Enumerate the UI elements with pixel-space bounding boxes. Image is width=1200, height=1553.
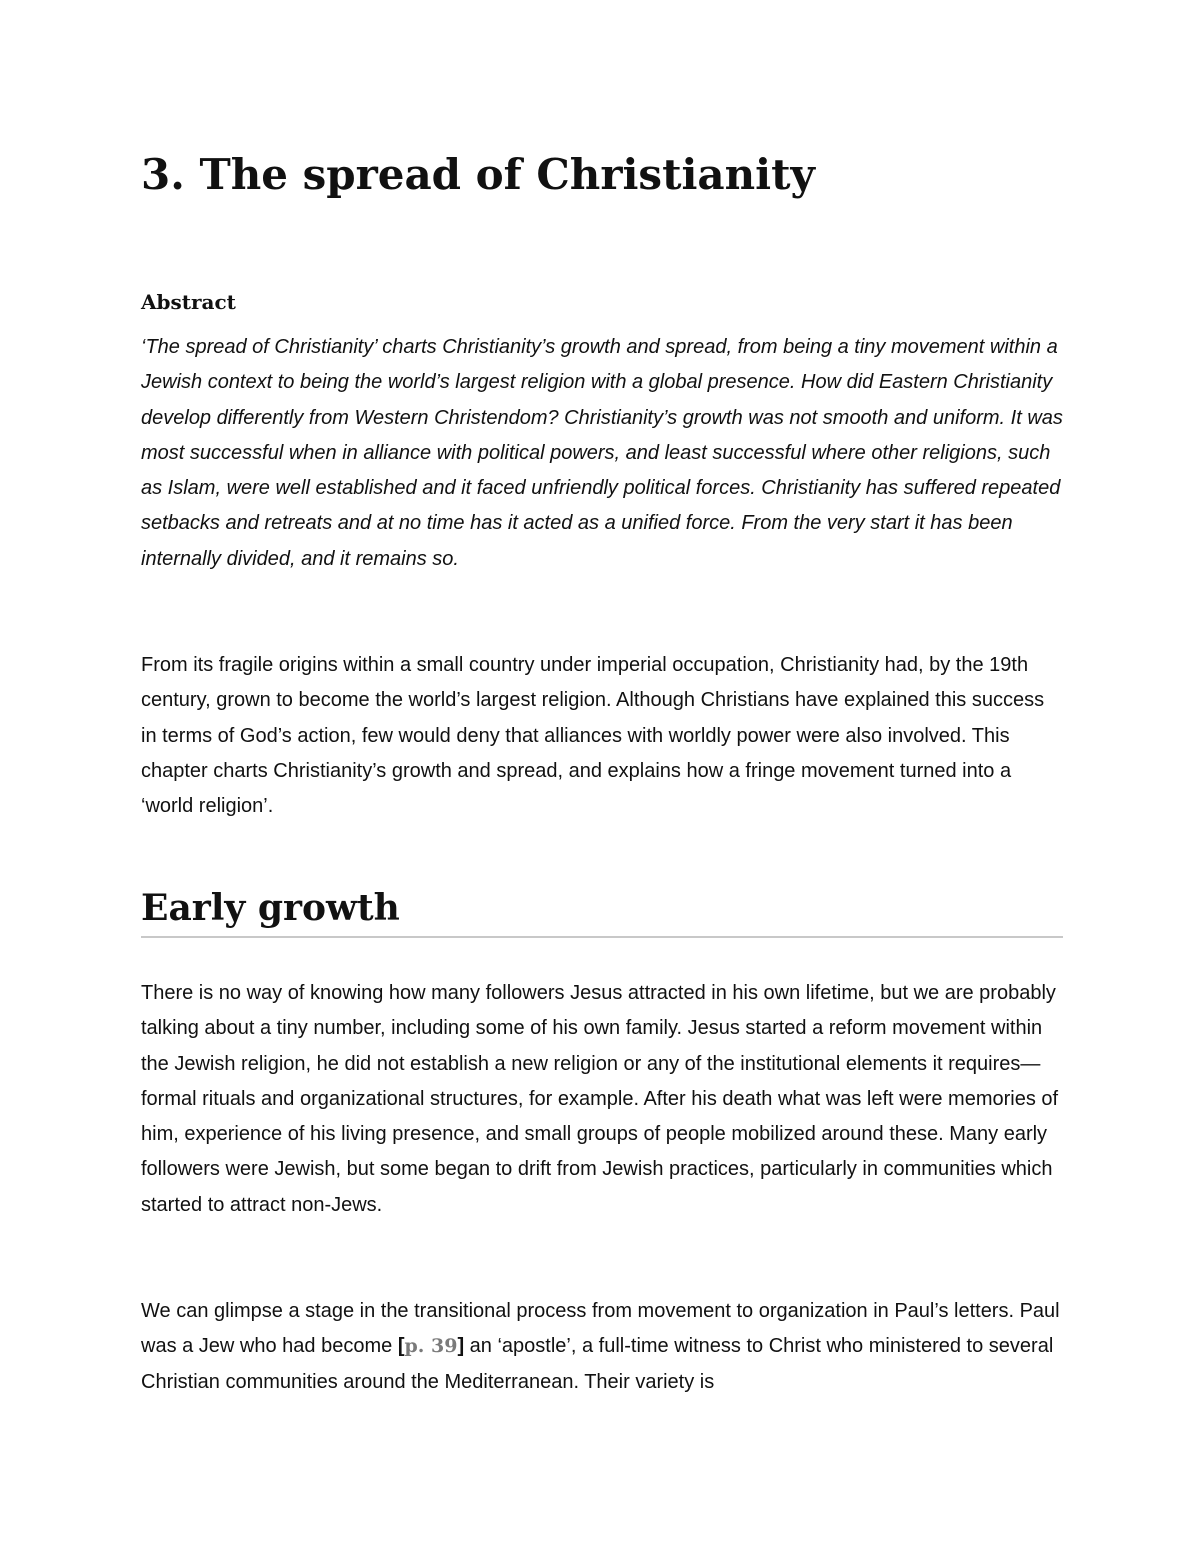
- abstract-heading: Abstract: [141, 290, 236, 314]
- section-heading: Early growth: [141, 884, 1063, 938]
- intro-paragraph: From its fragile origins within a small country under imperial occupation, Christianity had, by the 19th century, grown to become the world’s largest religion. Although Christians have explained this success in terms of God’s action, few would deny that alliances with worldly power were also involved. This chapter charts Christianity’s growth and spread, and explains how a fringe movement turned into a ‘world religion’.: [141, 654, 1045, 818]
- bracket-close: ]: [457, 1335, 465, 1358]
- paragraph-text: We can glimpse a stage in the transitional process from movement to organization in Paul’s letters. Paul was a Jew who had become: [141, 1300, 1060, 1358]
- paragraph-text: an ‘apostle’, a full-time witness to Christ who ministered to several Christian communities around the Mediterranean. Their variety is: [141, 1335, 1054, 1393]
- chapter-title: 3. The spread of Christianity: [141, 150, 815, 199]
- bracket-open: [: [397, 1335, 405, 1358]
- abstract-text: ‘The spread of Christianity’ charts Christianity’s growth and spread, from being a tiny movement within a Jewish context to being the world’s largest religion with a global presence. How did Eastern Christianity develop differently from Western Christendom? Christianity’s growth was not smooth and uniform. It was most successful when in alliance with political powers, and least successful where other religions, such as Islam, were well established and it faced unfriendly political forces. Christianity has suffered repeated setbacks and retreats and at no time has it acted as a unified force. From the very start it has been internally divided, and it remains so.: [141, 336, 1063, 570]
- body-paragraph: There is no way of knowing how many followers Jesus attracted in his own lifetime, but we are probably talking about a tiny number, including some of his own family. Jesus started a reform movement within the Jewish religion, he did not establish a new religion or any of the institutional elements it requires—formal rituals and organizational structures, for example. After his death what was left were memories of him, experience of his living presence, and small groups of people mobilized around these. Many early followers were Jewish, but some began to drift from Jewish practices, particularly in communities which started to attract non-Jews.: [141, 982, 1059, 1216]
- page-reference-link[interactable]: p. 39: [404, 1335, 458, 1358]
- body-paragraph: [141, 1294, 1063, 1400]
